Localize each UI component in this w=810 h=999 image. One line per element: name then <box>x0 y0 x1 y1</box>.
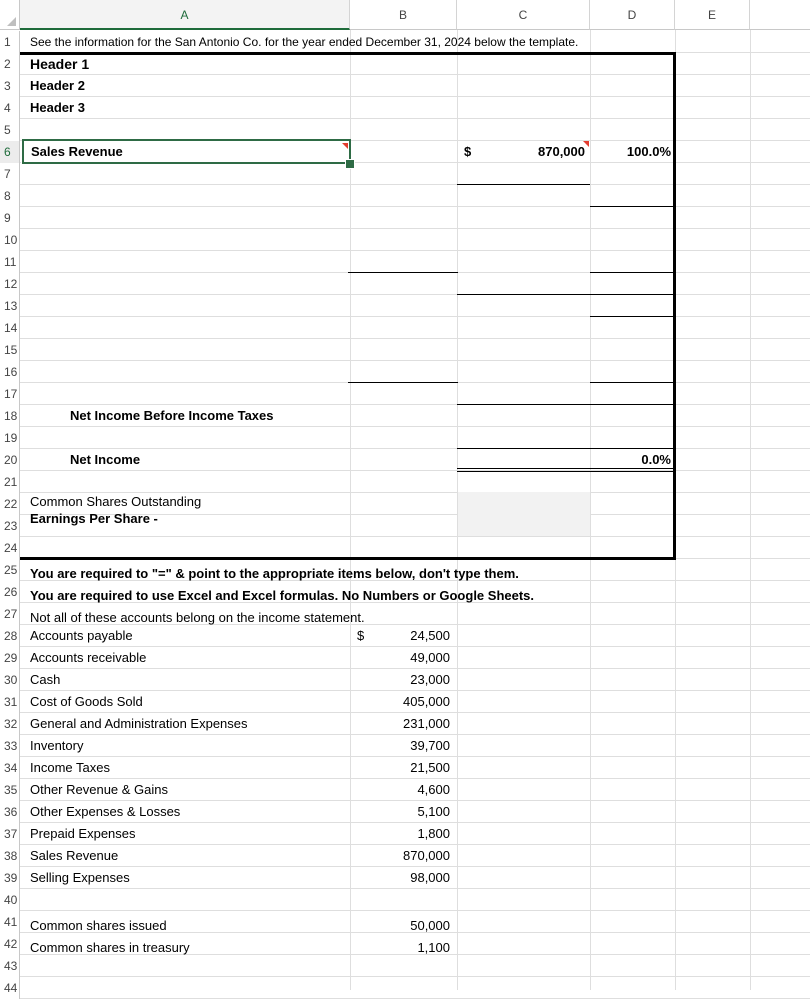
row-header[interactable]: 19 <box>0 427 20 449</box>
account-name[interactable]: Accounts receivable <box>30 650 147 665</box>
row-header[interactable]: 4 <box>0 97 20 119</box>
row-header[interactable]: 15 <box>0 339 20 361</box>
underline <box>348 272 458 273</box>
underline <box>590 382 674 383</box>
gridline <box>20 96 810 97</box>
comment-indicator-icon[interactable] <box>342 143 348 149</box>
gridline <box>20 910 810 911</box>
comment-indicator-icon[interactable] <box>583 141 589 147</box>
row-header[interactable]: 24 <box>0 537 20 559</box>
fill-handle[interactable] <box>345 159 355 169</box>
common-shares-outstanding-label[interactable]: Common Shares Outstanding <box>30 494 202 509</box>
column-header-a[interactable]: A <box>20 0 350 30</box>
net-income-percent[interactable]: 0.0% <box>641 452 671 467</box>
row-header[interactable]: 40 <box>0 889 20 911</box>
gridline <box>20 536 810 537</box>
row-header[interactable]: 39 <box>0 867 20 889</box>
row-header[interactable]: 12 <box>0 273 20 295</box>
account-name[interactable]: Cost of Goods Sold <box>30 694 143 709</box>
account-value[interactable]: 21,500 <box>410 760 450 775</box>
account-name[interactable]: Inventory <box>30 738 84 753</box>
gridline <box>20 316 810 317</box>
account-value[interactable]: 50,000 <box>410 918 450 933</box>
account-name[interactable]: Sales Revenue <box>30 848 119 863</box>
underline <box>457 404 590 405</box>
row-header[interactable]: 11 <box>0 251 20 273</box>
underline <box>457 294 590 295</box>
gridline <box>20 184 810 185</box>
row-header[interactable]: 44 <box>0 977 20 999</box>
row-header[interactable]: 7 <box>0 163 20 185</box>
account-name[interactable]: Accounts payable <box>30 628 133 643</box>
account-name[interactable]: Prepaid Expenses <box>30 826 136 841</box>
account-value[interactable]: 231,000 <box>403 716 450 731</box>
sales-amount[interactable]: 870,000 <box>538 144 585 159</box>
gridline <box>20 338 810 339</box>
earnings-per-share-label[interactable]: Earnings Per Share - <box>30 511 158 526</box>
account-name[interactable]: Common shares in treasury <box>30 940 190 955</box>
column-header-f[interactable] <box>750 0 810 30</box>
underline <box>590 206 674 207</box>
underline <box>348 382 458 383</box>
row-header[interactable]: 37 <box>0 823 20 845</box>
gridline <box>20 228 810 229</box>
account-value[interactable]: 49,000 <box>410 650 450 665</box>
column-header-c[interactable]: C <box>457 0 590 30</box>
column-header-e[interactable]: E <box>675 0 750 30</box>
row-header[interactable]: 30 <box>0 669 20 691</box>
account-currency: $ <box>357 628 365 643</box>
row-header[interactable]: 9 <box>0 207 20 229</box>
row-header[interactable]: 3 <box>0 75 20 97</box>
underline <box>590 294 674 295</box>
gridline <box>590 30 591 990</box>
row-header[interactable]: 21 <box>0 471 20 493</box>
row-header[interactable]: 16 <box>0 361 20 383</box>
template-border-bottom <box>20 557 676 560</box>
instruction-line-1: You are required to "=" & point to the appropriate items below, don't type them. <box>30 566 519 581</box>
gridline <box>750 30 751 990</box>
row-header[interactable]: 27 <box>0 603 20 625</box>
account-value[interactable]: 24,500 <box>410 628 450 643</box>
gridline <box>20 74 810 75</box>
row-header[interactable]: 18 <box>0 405 20 427</box>
net-income-label[interactable]: Net Income <box>70 452 141 467</box>
template-border-top <box>20 52 676 55</box>
row-header[interactable]: 10 <box>0 229 20 251</box>
active-cell-selection <box>22 139 351 164</box>
gridline <box>20 360 810 361</box>
instruction-line-2: You are required to use Excel and Excel formulas. No Numbers or Google Sheets. <box>30 588 535 603</box>
row-header[interactable]: 34 <box>0 757 20 779</box>
gridline <box>20 976 810 977</box>
column-header-b[interactable]: B <box>350 0 457 30</box>
row-header[interactable]: 38 <box>0 845 20 867</box>
gridline <box>20 250 810 251</box>
row-header[interactable]: 43 <box>0 955 20 977</box>
underline <box>457 448 590 449</box>
underline <box>590 404 674 405</box>
underline <box>457 184 590 185</box>
account-name[interactable]: General and Administration Expenses <box>30 716 248 731</box>
net-income-before-taxes-label[interactable]: Net Income Before Income Taxes <box>70 408 274 423</box>
account-name[interactable]: Common shares issued <box>30 918 167 933</box>
select-all-corner[interactable] <box>0 0 20 30</box>
template-border-right <box>673 52 676 560</box>
gridline <box>20 294 810 295</box>
gridline <box>20 118 810 119</box>
gridline <box>20 206 810 207</box>
row-header[interactable]: 6 <box>0 141 20 163</box>
account-value[interactable]: 98,000 <box>410 870 450 885</box>
header-1[interactable]: Header 1 <box>30 56 90 72</box>
account-value[interactable]: 23,000 <box>410 672 450 687</box>
account-name[interactable]: Other Revenue & Gains <box>30 782 169 797</box>
row-header[interactable]: 33 <box>0 735 20 757</box>
column-header-d[interactable]: D <box>590 0 675 30</box>
instruction-line-3: Not all of these accounts belong on the income statement. <box>30 610 365 625</box>
account-value[interactable]: 870,000 <box>403 848 450 863</box>
account-value[interactable]: 1,800 <box>417 826 450 841</box>
row-header[interactable]: 26 <box>0 581 20 603</box>
account-value[interactable]: 405,000 <box>403 694 450 709</box>
gridline <box>20 492 810 493</box>
row-header[interactable]: 36 <box>0 801 20 823</box>
row-header[interactable]: 25 <box>0 559 20 581</box>
row-header[interactable]: 20 <box>0 449 20 471</box>
row-header[interactable]: 35 <box>0 779 20 801</box>
account-value[interactable]: 4,600 <box>417 782 450 797</box>
account-value[interactable]: 5,100 <box>417 804 450 819</box>
intro-text: See the information for the San Antonio Co. for the year ended December 31, 2024 below the template. <box>30 35 579 49</box>
row-header[interactable]: 42 <box>0 933 20 955</box>
account-name[interactable]: Cash <box>30 672 61 687</box>
account-value[interactable]: 39,700 <box>410 738 450 753</box>
account-name[interactable]: Other Expenses & Losses <box>30 804 181 819</box>
row-header[interactable]: 17 <box>0 383 20 405</box>
sales-percent[interactable]: 100.0% <box>626 144 671 159</box>
row-header[interactable]: 23 <box>0 515 20 537</box>
account-name[interactable]: Income Taxes <box>30 760 110 775</box>
header-2[interactable]: Header 2 <box>30 78 85 93</box>
underline <box>590 272 674 273</box>
row-header[interactable]: 31 <box>0 691 20 713</box>
row-header[interactable]: 2 <box>0 53 20 75</box>
row-header[interactable]: 29 <box>0 647 20 669</box>
row-header[interactable]: 28 <box>0 625 20 647</box>
row-header[interactable]: 1 <box>0 31 20 53</box>
row-header[interactable]: 22 <box>0 493 20 515</box>
shaded-input-cell[interactable] <box>458 492 590 536</box>
row-header[interactable]: 5 <box>0 119 20 141</box>
row-header[interactable]: 13 <box>0 295 20 317</box>
account-name[interactable]: Selling Expenses <box>30 870 130 885</box>
sales-currency: $ <box>464 144 472 159</box>
row-header[interactable]: 32 <box>0 713 20 735</box>
row-header[interactable]: 41 <box>0 911 20 933</box>
underline <box>590 316 674 317</box>
gridline <box>350 30 351 990</box>
sales-revenue-label[interactable]: Sales Revenue <box>31 144 123 159</box>
row-header[interactable]: 14 <box>0 317 20 339</box>
row-header[interactable]: 8 <box>0 185 20 207</box>
account-value[interactable]: 1,100 <box>417 940 450 955</box>
header-3[interactable]: Header 3 <box>30 100 85 115</box>
